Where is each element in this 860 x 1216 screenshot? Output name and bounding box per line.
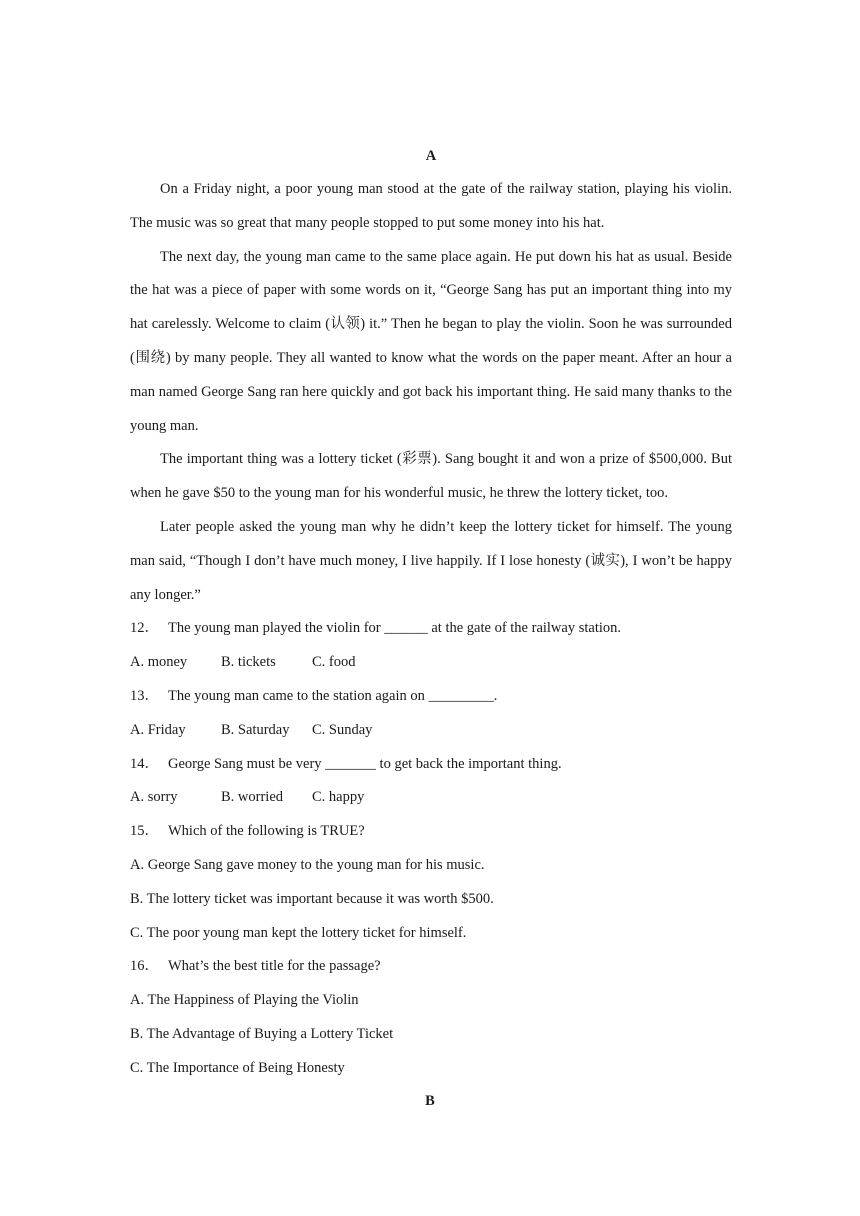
section-b-heading: B [425,1093,435,1109]
question-stem: The young man came to the station again on _________. [168,687,498,704]
question-12 [130,612,732,646]
question-number: 14． [130,755,159,772]
passage-paragraph-2: The next day, the young man came to the same place again. He put down his hat as usual. Beside the hat was a piece of paper with some words on it, “George Sang has put an important thing into my hat carelessly. Welcome to claim (认领) it.” Then he began to play the violin. Soon he was surrounded (围绕) by many people. They all wanted to know what the words on the paper meant. After an hour a man named George Sang ran here quickly and got back his important thing. He said many thanks to the young man. [130,248,732,434]
question-12-options [130,646,732,680]
question-number: 15． [130,823,159,840]
option-b[interactable]: B. tickets [221,654,276,671]
question-number: 16． [130,958,159,975]
question-stem: George Sang must be very _______ to get back the important thing. [168,755,562,772]
option-a[interactable]: A. sorry [130,789,178,806]
option-c[interactable]: C. happy [312,789,365,806]
option-b[interactable]: B. worried [221,789,284,806]
question-13 [130,680,732,714]
question-13-options [130,714,732,748]
option-a[interactable]: A. money [130,654,188,671]
option-b[interactable]: B. The Advantage of Buying a Lottery Ticket [130,1025,394,1042]
question-15 [130,815,732,849]
option-a[interactable]: A. The Happiness of Playing the Violin [130,992,359,1009]
option-a[interactable]: A. Friday [130,721,186,738]
option-c[interactable]: C. food [312,654,356,671]
option-c[interactable]: C. The Importance of Being Honesty [130,1059,345,1076]
option-c[interactable]: C. Sunday [312,721,373,738]
question-14-options [130,781,732,815]
question-number: 13． [130,687,159,704]
question-stem: Which of the following is TRUE? [168,823,365,840]
option-b[interactable]: B. The lottery ticket was important because it was worth $500. [130,890,494,907]
section-a-heading: A [425,148,437,164]
question-16 [130,950,732,984]
passage-paragraph-3: The important thing was a lottery ticket (彩票). Sang bought it and won a prize of $500,000. But when he gave $50 to the young man for his wonderful music, he threw the lottery ticket, too. [130,451,732,502]
worksheet-page [130,140,732,1086]
passage-paragraph-1: On a Friday night, a poor young man stood at the gate of the railway station, playing his violin. The music was so great that many people stopped to put some money into his hat. [130,181,732,231]
option-b[interactable]: B. Saturday [221,721,290,738]
question-number: 12． [130,620,159,637]
question-stem: What’s the best title for the passage? [168,958,381,975]
option-a[interactable]: A. George Sang gave money to the young man for his music. [130,856,485,873]
question-14 [130,748,732,782]
option-c[interactable]: C. The poor young man kept the lottery ticket for himself. [130,924,467,941]
passage-paragraph-4: Later people asked the young man why he didn’t keep the lottery ticket for himself. The young man said, “Though I don’t have much money, I live happily. If I lose honesty (诚实), I won’t be happy any longer.” [130,518,732,603]
question-stem: The young man played the violin for ______ at the gate of the railway station. [168,620,622,637]
